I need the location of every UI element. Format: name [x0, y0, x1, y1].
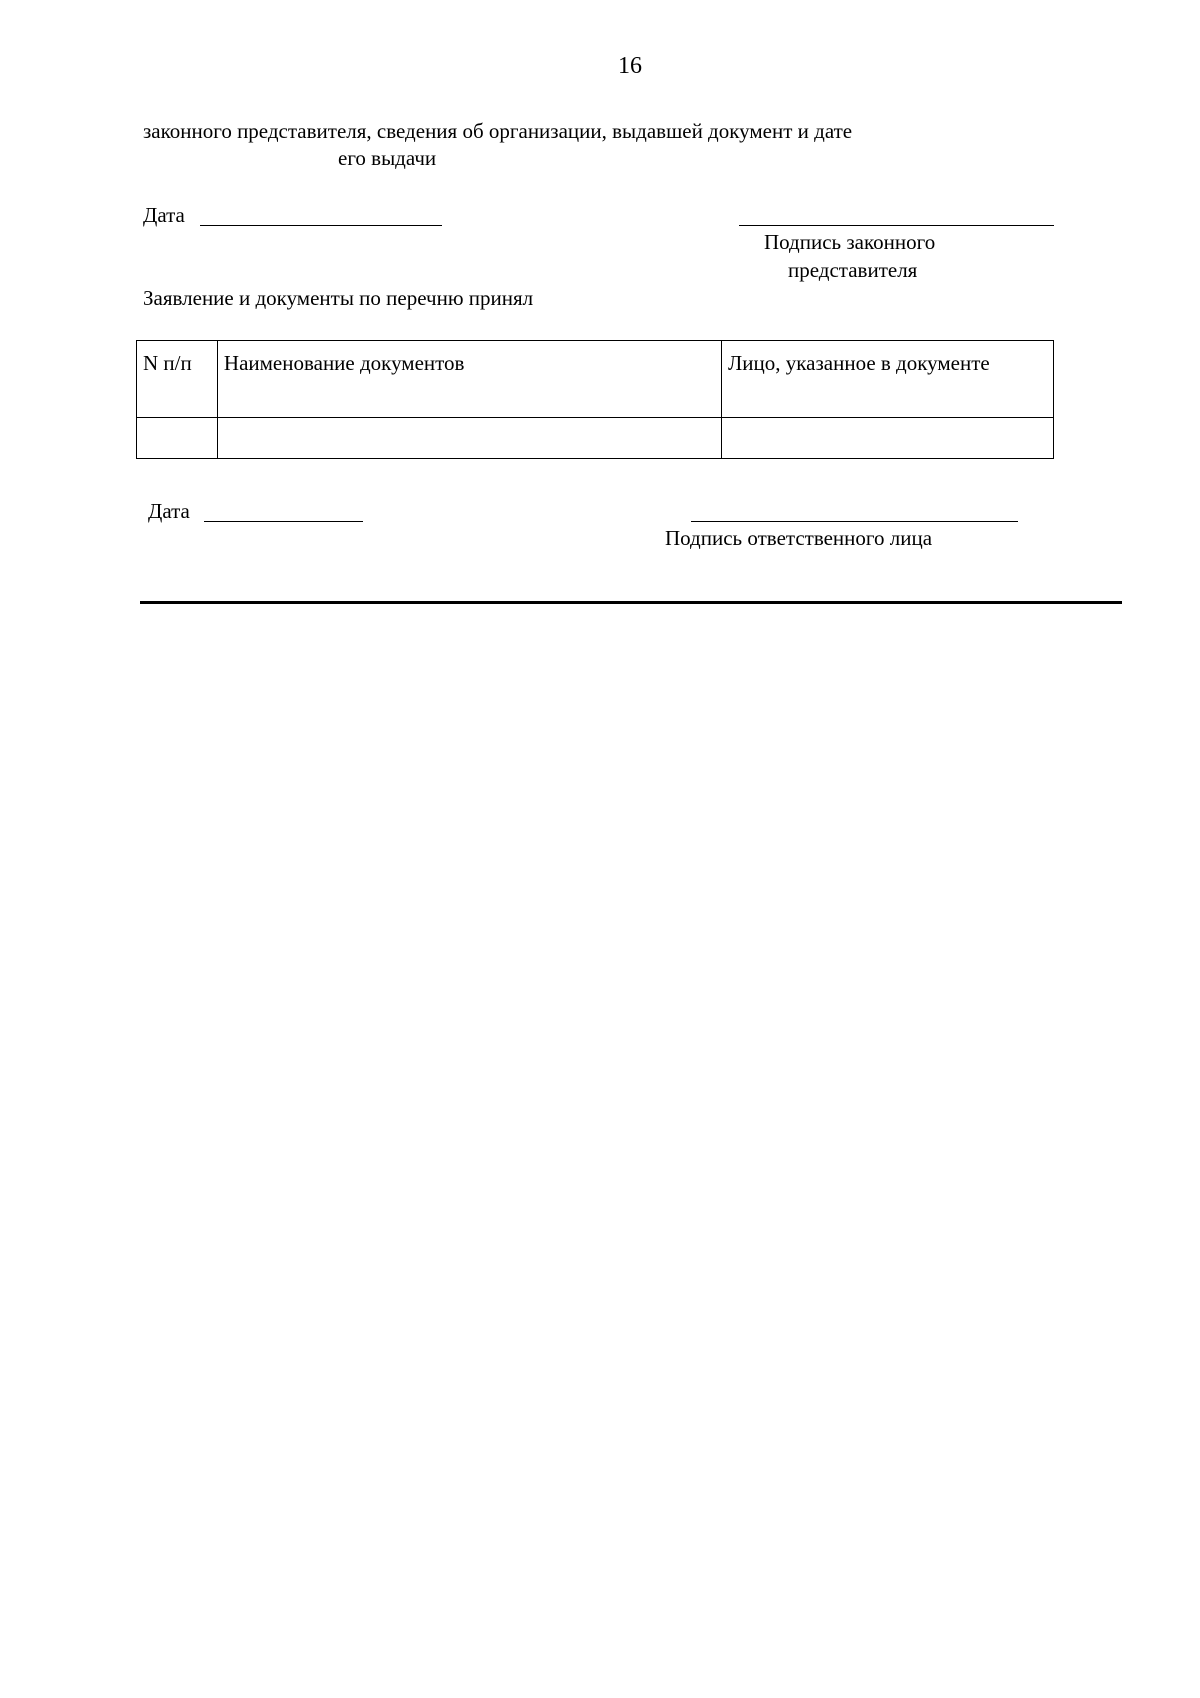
official-signature-line[interactable]: [691, 521, 1018, 522]
page-number: 16: [618, 53, 642, 79]
section-divider: [140, 601, 1122, 604]
applicant-date-label: Дата: [143, 203, 185, 227]
cell-person[interactable]: [722, 418, 1054, 459]
header-person: Лицо, указанное в документе: [722, 341, 1054, 418]
intro-text-line-2: его выдачи: [338, 146, 437, 170]
official-date-label: Дата: [148, 499, 190, 523]
applicant-signature-caption-line-1: Подпись законного: [764, 230, 936, 254]
intro-text-line-1: законного представителя, сведения об организации, выдавшей документ и дате: [143, 119, 853, 143]
header-document-name: Наименование документов: [217, 341, 721, 418]
applicant-date-line[interactable]: [200, 225, 442, 226]
header-number: N п/п: [137, 341, 218, 418]
applicant-signature-caption-line-2: представителя: [788, 258, 918, 282]
cell-document-name[interactable]: [217, 418, 721, 459]
table-row: [137, 418, 1054, 459]
cell-number[interactable]: [137, 418, 218, 459]
official-date-line[interactable]: [204, 521, 363, 522]
table-header-row: [137, 341, 1054, 418]
accepted-statement: Заявление и документы по перечню принял: [143, 286, 534, 310]
official-signature-caption: Подпись ответственного лица: [665, 526, 933, 550]
documents-table: [136, 340, 1054, 459]
applicant-signature-line[interactable]: [739, 225, 1054, 226]
